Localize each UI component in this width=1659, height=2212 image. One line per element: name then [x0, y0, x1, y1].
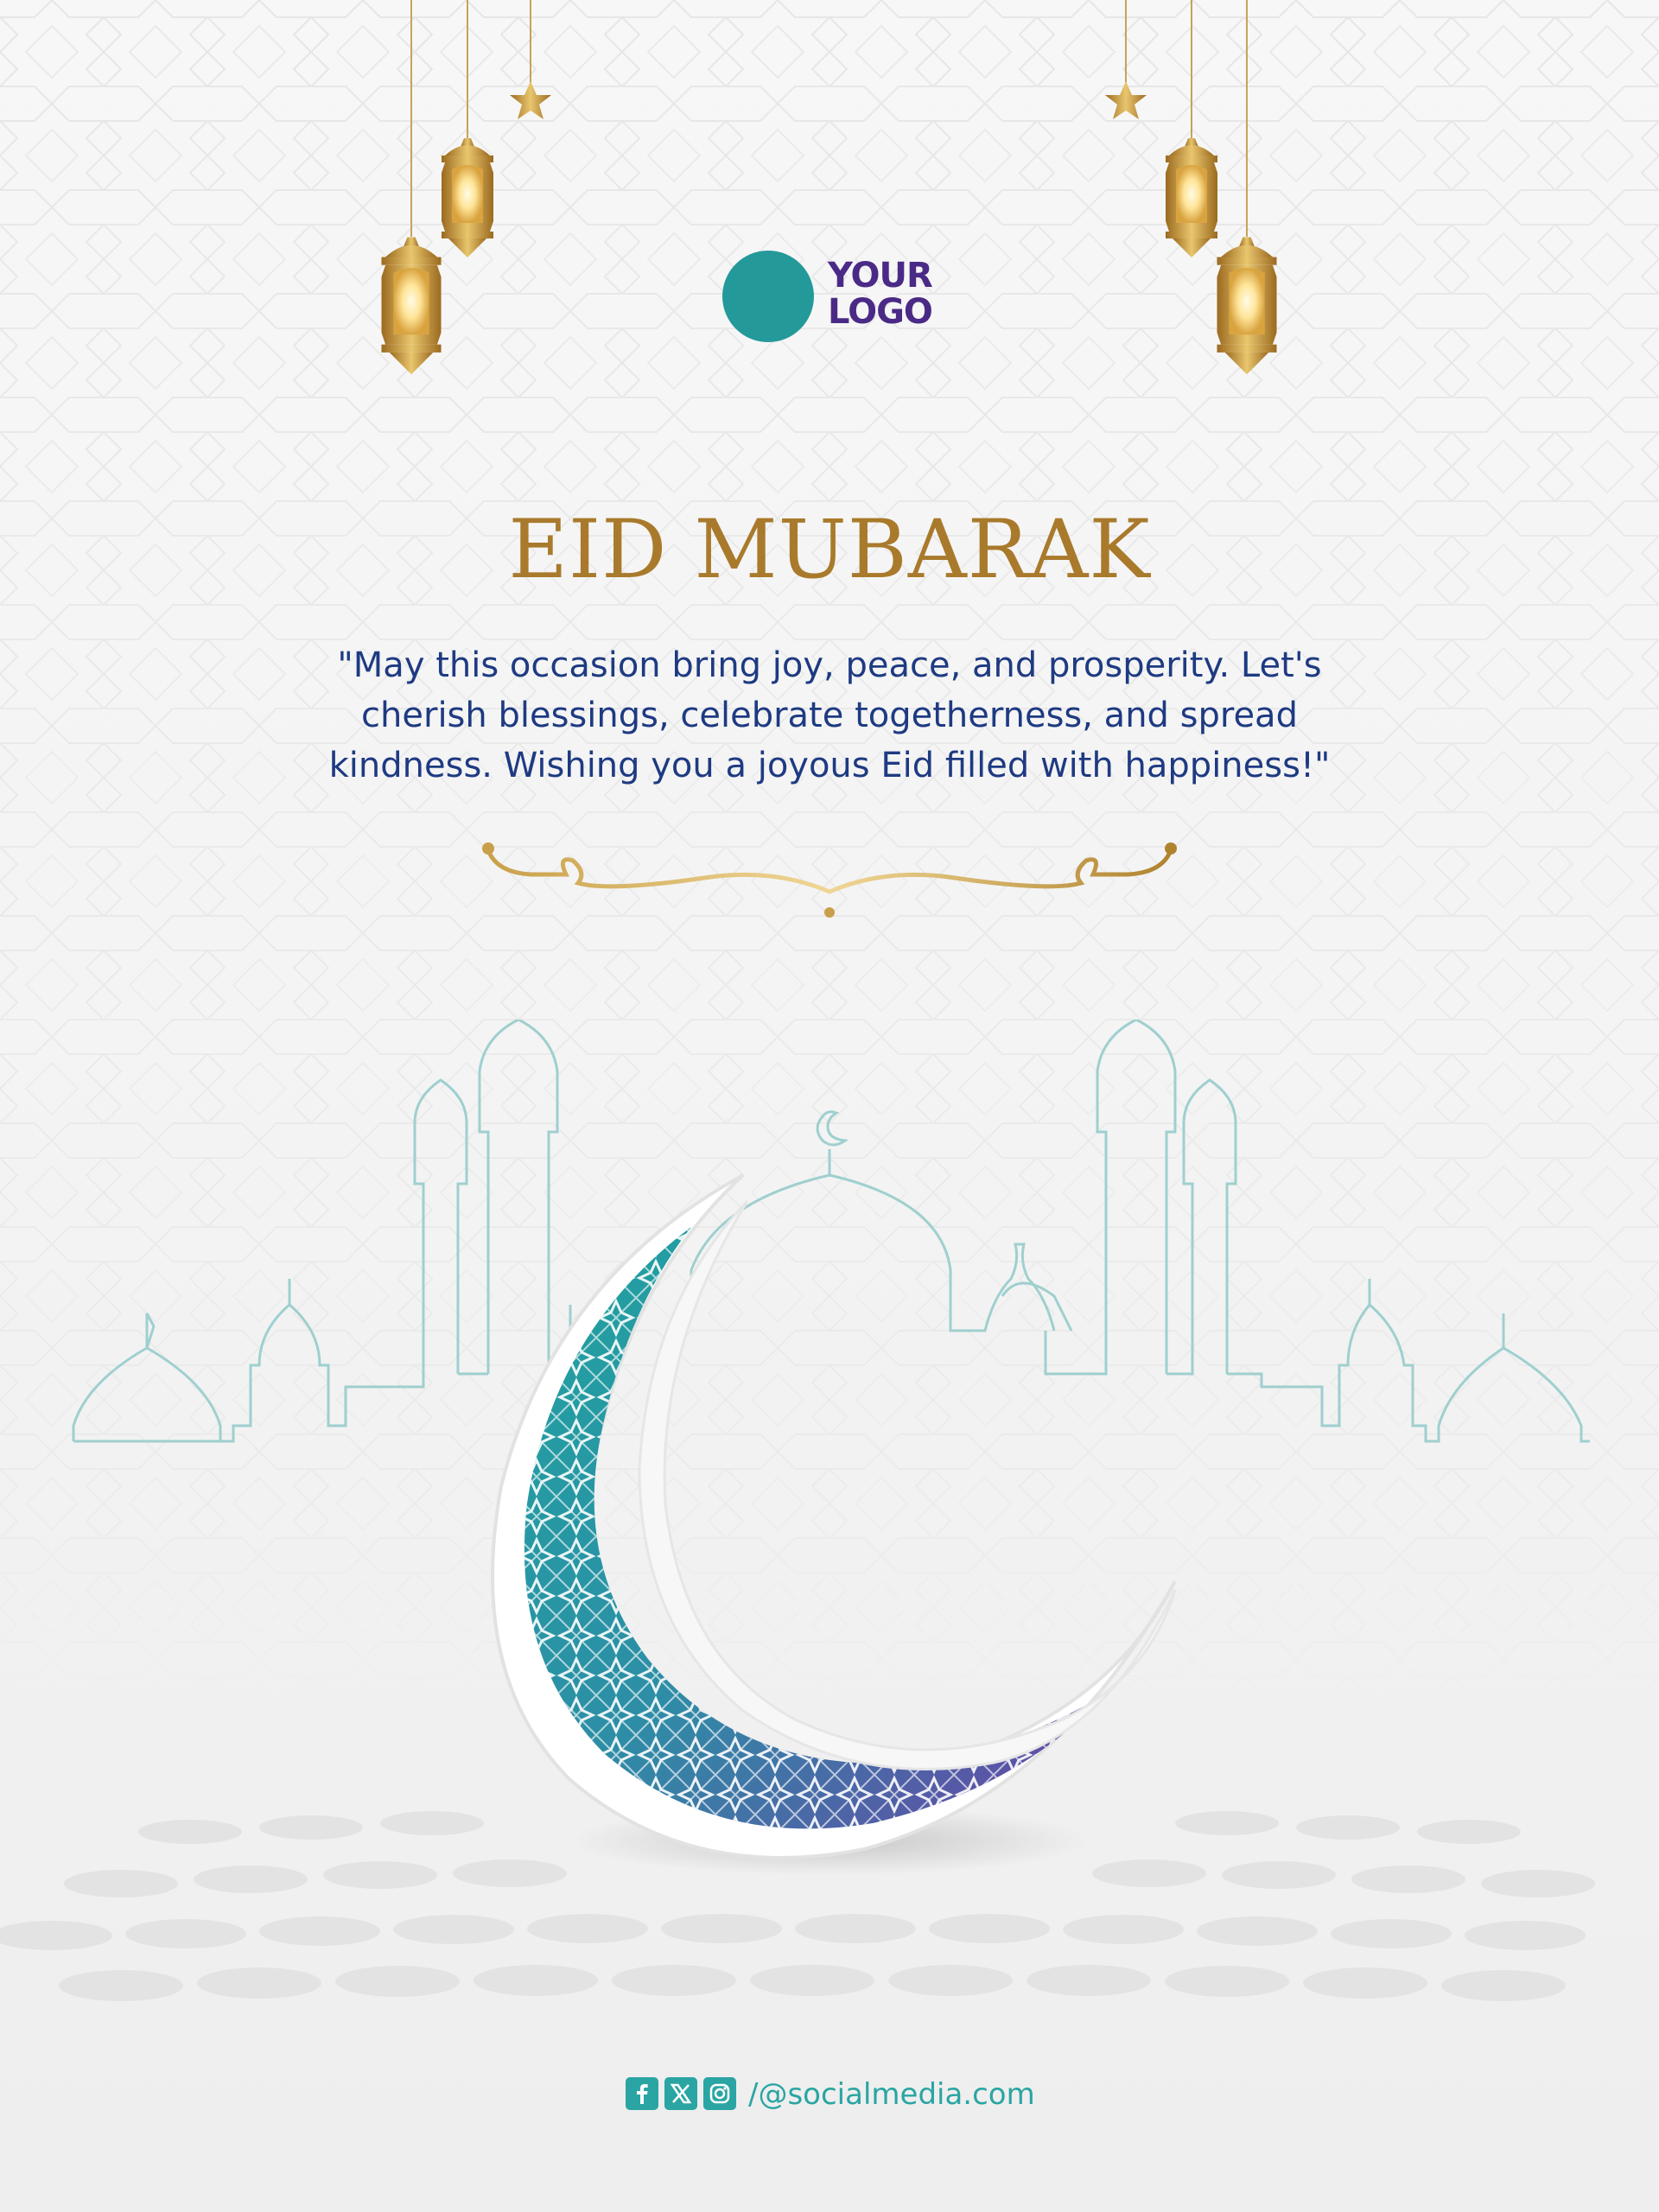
greeting-message: "May this occasion bring joy, peace, and prosperity. Let's cherish blessings, celebrate togetherness, and spread kindness. Wishing you a joyous Eid filled with happiness!" — [328, 645, 1331, 785]
mosque-crescent-scene — [0, 1020, 1659, 2039]
logo-line-1: YOUR — [828, 256, 932, 296]
instagram-icon[interactable] — [703, 2077, 736, 2110]
facebook-icon[interactable] — [626, 2077, 658, 2110]
gold-flourish-divider — [480, 838, 1179, 925]
logo-text — [828, 257, 932, 330]
social-media-footer — [626, 2077, 1075, 2115]
social-handle[interactable] — [748, 2077, 1035, 2112]
social-separator: / — [748, 2077, 759, 2112]
mosque-skyline-outline — [73, 1020, 1590, 1441]
logo-circle — [722, 251, 814, 342]
social-handle-text: @socialmedia.com — [758, 2077, 1035, 2112]
hanging-lanterns — [0, 0, 1659, 406]
page-title: EID MUBARAK — [508, 503, 1151, 597]
company-logo — [722, 249, 947, 344]
logo-line-2: LOGO — [828, 292, 932, 332]
x-icon[interactable] — [664, 2077, 697, 2110]
